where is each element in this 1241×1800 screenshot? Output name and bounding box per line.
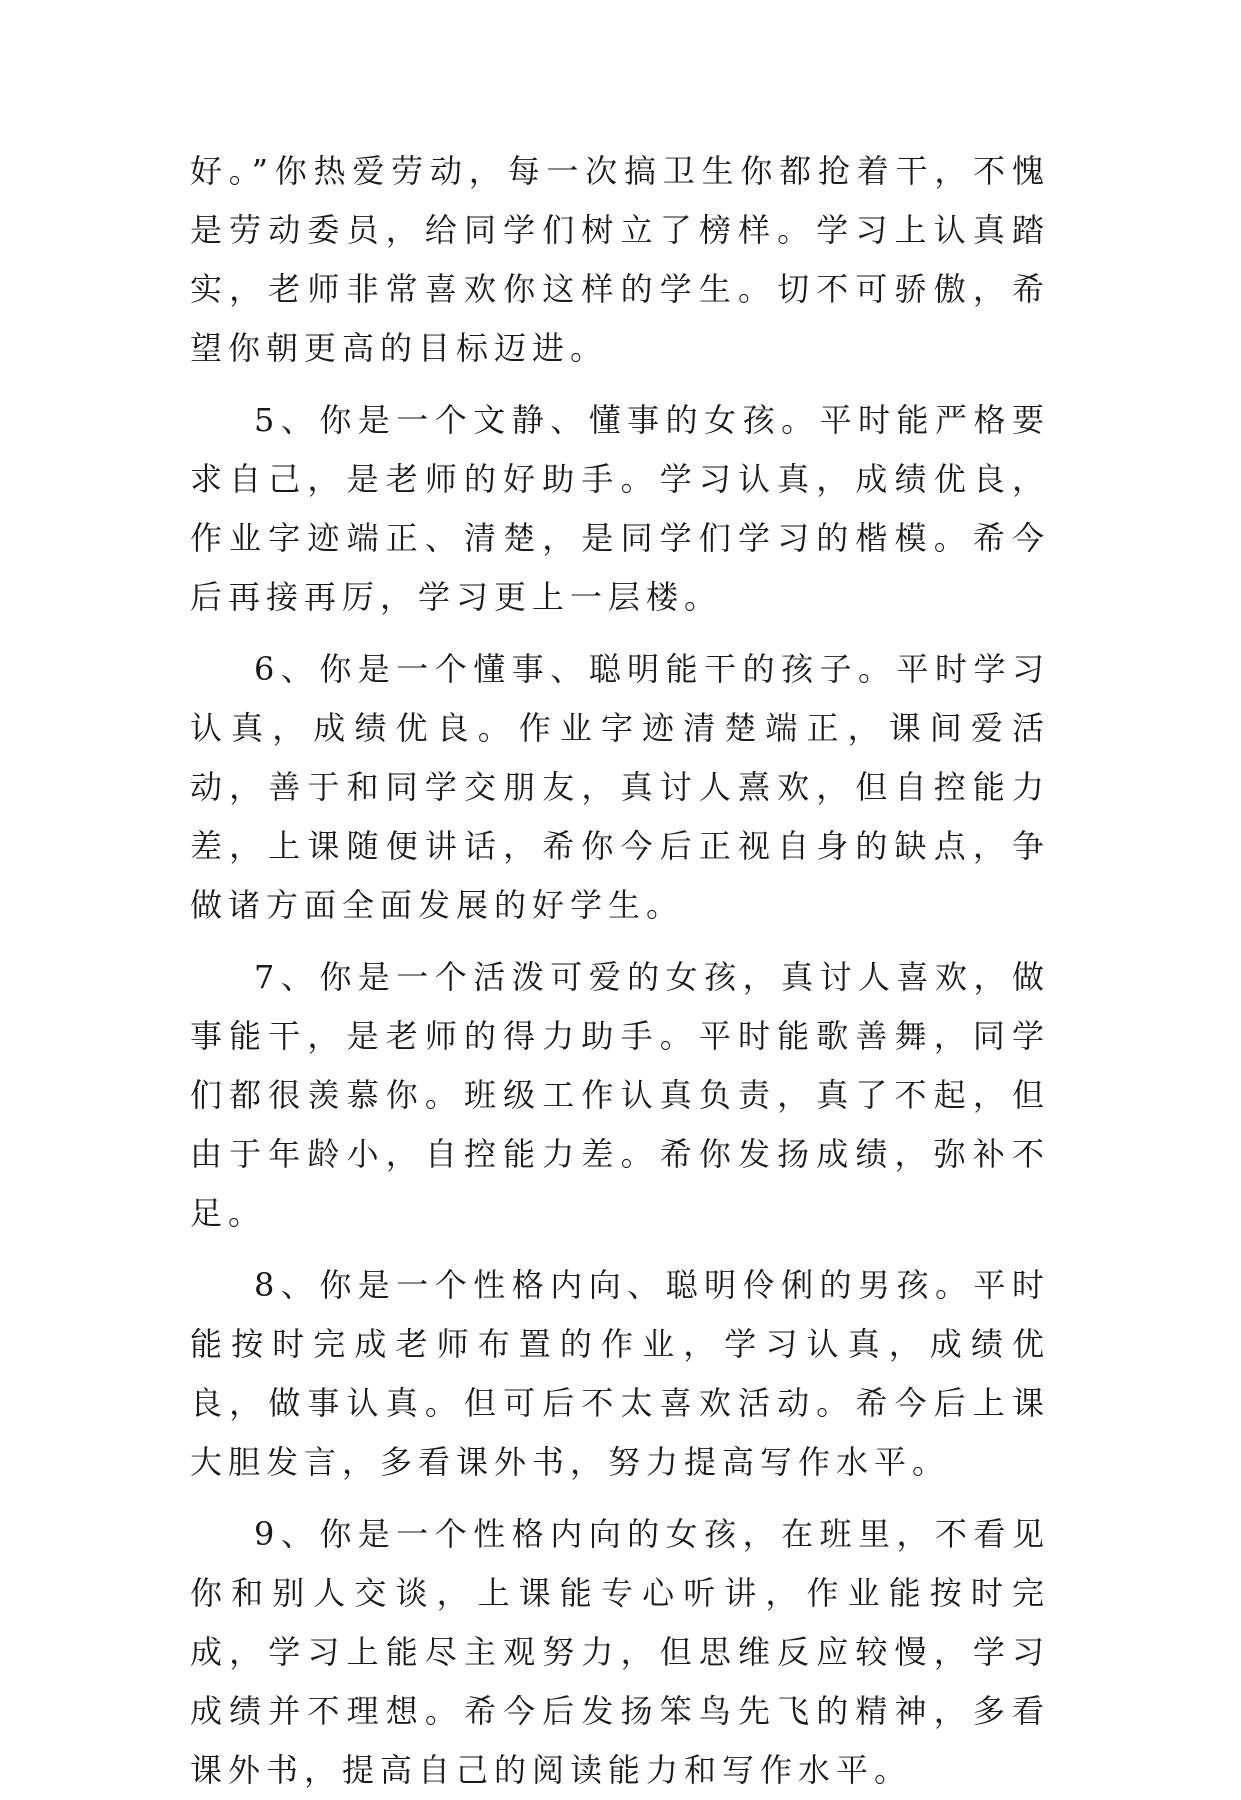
paragraph-comment-9: 9、你是一个性格内向的女孩，在班里，不看见你和别人交谈，上课能专心听讲，作业能按时完成，学习上能尽主观努力，但思维反应较慢，学习成绩并不理想。希今后发扬笨鸟先飞的精神，多看课外书，提高自己的阅读能力和写作水平。 (190, 1515, 1050, 1789)
paragraph-comment-7: 7、你是一个活泼可爱的女孩，真讨人喜欢，做事能干，是老师的得力助手。平时能歌善舞，同学们都很羡慕你。班级工作认真负责，真了不起，但由于年龄小，自控能力差。希你发扬成绩，弥补不足。 (190, 958, 1050, 1232)
paragraph-comment-5: 5、你是一个文静、懂事的女孩。平时能严格要求自己，是老师的好助手。学习认真，成绩优良，作业字迹端正、清楚，是同学们学习的楷模。希今后再接再厉，学习更上一层楼。 (190, 401, 1050, 616)
paragraph-comment-8: 8、你是一个性格内向、聪明伶俐的男孩。平时能按时完成老师布置的作业，学习认真，成绩优良，做事认真。但可后不太喜欢活动。希今后上课大胆发言，多看课外书，努力提高写作水平。 (190, 1266, 1050, 1481)
paragraph-continuation: 好。”你热爱劳动，每一次搞卫生你都抢着干，不愧是劳动委员，给同学们树立了榜样。学习上认真踏实，老师非常喜欢你这样的学生。切不可骄傲，希望你朝更高的目标迈进。 (190, 152, 1050, 367)
paragraph-comment-6: 6、你是一个懂事、聪明能干的孩子。平时学习认真，成绩优良。作业字迹清楚端正，课间爱活动，善于和同学交朋友，真讨人熹欢，但自控能力差，上课随便讲话，希你今后正视自身的缺点，争做诸方面全面发展的好学生。 (190, 650, 1050, 924)
document-body (190, 142, 1050, 1800)
